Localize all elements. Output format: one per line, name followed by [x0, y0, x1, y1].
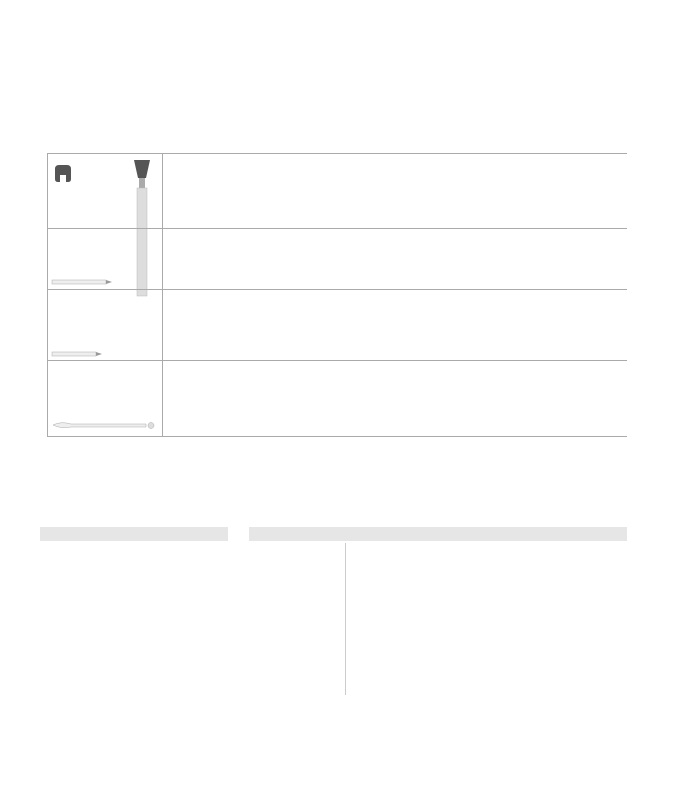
table-top-border	[47, 153, 627, 154]
fgm-separator	[47, 360, 627, 361]
table-bottom-border	[47, 436, 627, 437]
fg-separator	[47, 289, 627, 290]
fg-shank-icon	[51, 277, 113, 287]
symbols-header-bg	[40, 527, 228, 541]
color-code-divider	[345, 543, 346, 695]
color-code-header-bg	[249, 527, 627, 541]
product-table	[47, 153, 627, 437]
cavity-preparation-icon	[53, 165, 73, 183]
fg-miniature-shank-icon	[51, 349, 113, 359]
header-separator	[47, 228, 627, 229]
ra-shank-icon	[51, 419, 161, 431]
table-left-border	[47, 153, 48, 437]
table-divider	[162, 153, 163, 437]
